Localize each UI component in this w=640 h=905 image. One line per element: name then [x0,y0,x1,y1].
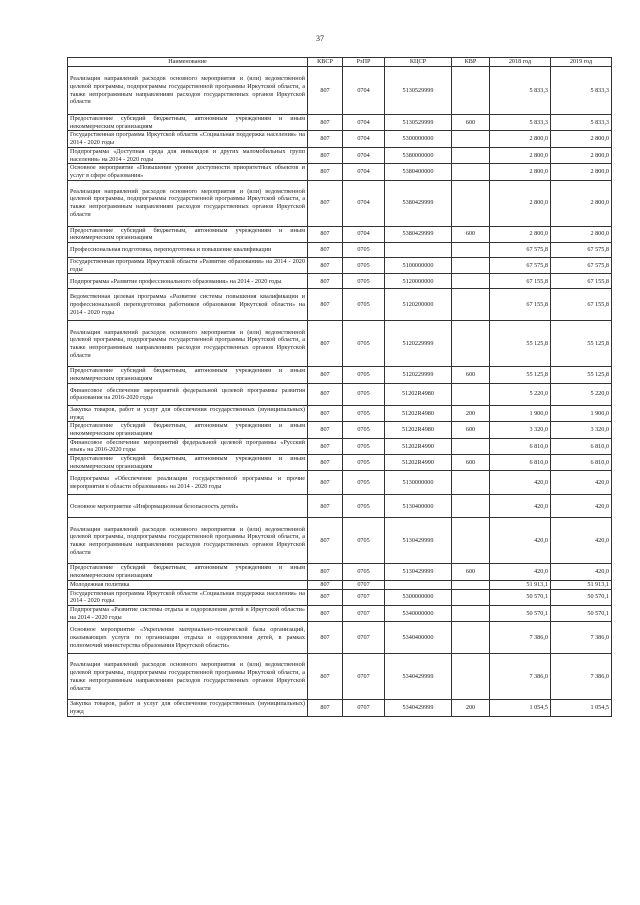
header-kcsr: КЦСР [385,58,452,67]
table-cell-2018: 2 800,0 [490,147,551,163]
table-row [68,147,612,163]
table-cell-2019: 7 386,0 [551,622,612,654]
table-cell-kvr [452,495,490,518]
table-cell-rzpr: 0704 [343,131,385,147]
table-cell-2018: 51 913,1 [490,580,551,589]
table-cell-rzpr: 0705 [343,274,385,289]
table-cell-rzpr: 0707 [343,700,385,716]
table-cell-name: Предоставление субсидий бюджетным, автономным учреждениям и иным некоммерческим организациям [68,115,308,131]
table-cell-name: Реализация направлений расходов основного мероприятия и (или) ведомственной целевой программы, подпрограммы государственной программы Иркутской области, а также непрограммным направлениям расходов государственных органов Иркутской области [68,180,308,226]
table-cell-kvr [452,258,490,274]
table-cell-kvsr: 807 [308,580,343,589]
table-row [68,67,612,115]
table-row [68,405,612,421]
table-cell-kvr: 600 [452,115,490,131]
table-body [68,67,612,717]
table-row [68,438,612,454]
table-cell-kvr [452,164,490,180]
table-cell-name: Подпрограмма «Обеспечение реализации государственной программы и прочие мероприятия в области образования» на 2014 - 2020 годы [68,471,308,495]
table-cell-2019: 50 570,1 [551,605,612,621]
table-cell-2019: 2 800,0 [551,180,612,226]
table-cell-kcsr: 51202R4990 [385,455,452,471]
table-cell-name: Финансовое обеспечение мероприятий федеральной целевой программы «Русский язык» на 2016-2020 годы [68,438,308,454]
table-cell-name: Профессиональная подготовка, переподготовка и повышение квалификации [68,243,308,258]
table-cell-name: Подпрограмма «Доступная среда для инвалидов и других маломобильных групп населения» на 2014 - 2020 годы [68,147,308,163]
table-cell-kvsr: 807 [308,438,343,454]
table-cell-kvr [452,383,490,405]
table-cell-2018: 2 800,0 [490,226,551,242]
table-cell-kvr: 200 [452,700,490,716]
table-cell-2019: 67 575,8 [551,258,612,274]
table-cell-kcsr: 5100000000 [385,258,452,274]
table-cell-kvsr: 807 [308,258,343,274]
table-cell-kcsr: 51202R4980 [385,405,452,421]
table-cell-kvr [452,589,490,605]
table-cell-name: Государственная программа Иркутской области «Развитие образования» на 2014 - 2020 годы [68,258,308,274]
table-cell-rzpr: 0705 [343,321,385,367]
table-cell-2019: 1 900,0 [551,405,612,421]
table-cell-kvsr: 807 [308,274,343,289]
table-cell-kcsr: 51202R4980 [385,422,452,438]
table-cell-kvsr: 807 [308,622,343,654]
table-cell-2019: 2 800,0 [551,164,612,180]
table-cell-name: Закупка товаров, работ и услуг для обеспечения государственных (муниципальных) нужд [68,405,308,421]
table-cell-kvsr: 807 [308,367,343,383]
table-cell-rzpr: 0705 [343,289,385,321]
table-header [68,58,612,67]
table-cell-kcsr: 5130000000 [385,471,452,495]
table-cell-kvsr: 807 [308,147,343,163]
table-cell-rzpr: 0705 [343,383,385,405]
table-cell-2019: 67 155,8 [551,274,612,289]
table-cell-kcsr: 5130400000 [385,495,452,518]
table-cell-kvr [452,518,490,564]
table-row [68,589,612,605]
table-cell-2019: 50 570,1 [551,589,612,605]
table-cell-2018: 420,0 [490,518,551,564]
table-row [68,700,612,716]
table-cell-kvsr: 807 [308,471,343,495]
table-cell-2018: 50 570,1 [490,605,551,621]
table-cell-2018: 55 125,8 [490,367,551,383]
table-cell-kvsr: 807 [308,495,343,518]
budget-table [67,57,612,717]
table-cell-kvsr: 807 [308,383,343,405]
table-cell-kcsr: 5120200000 [385,289,452,321]
table-cell-kvr [452,622,490,654]
table-cell-rzpr: 0705 [343,471,385,495]
header-kvsr: КВСР [308,58,343,67]
table-cell-rzpr: 0705 [343,243,385,258]
table-cell-rzpr: 0704 [343,226,385,242]
table-cell-name: Реализация направлений расходов основного мероприятия и (или) ведомственной целевой программы, подпрограммы государственной программы Иркутской области, а также непрограммным направлениям расходов государственных органов Иркутской области [68,321,308,367]
table-cell-name: Предоставление субсидий бюджетным, автономным учреждениям и иным некоммерческим организациям [68,455,308,471]
table-cell-kcsr: 5130529999 [385,67,452,115]
table-row [68,518,612,564]
table-cell-kvsr: 807 [308,226,343,242]
table-cell-rzpr: 0705 [343,438,385,454]
table-row [68,495,612,518]
table-cell-kvsr: 807 [308,564,343,580]
table-cell-2019: 420,0 [551,518,612,564]
table-cell-kvr: 600 [452,564,490,580]
table-cell-2019: 51 913,1 [551,580,612,589]
table-cell-name: Молодежная политика [68,580,308,589]
table-row [68,131,612,147]
table-cell-2019: 1 054,5 [551,700,612,716]
table-cell-2019: 3 320,0 [551,422,612,438]
table-cell-rzpr: 0705 [343,405,385,421]
table-cell-name: Ведомственная целевая программа «Развитие системы повышения квалификации и профессиональной переподготовки работников образования Иркутской области» на 2014 - 2020 годы [68,289,308,321]
table-row [68,383,612,405]
table-row [68,605,612,621]
table-cell-rzpr: 0705 [343,455,385,471]
table-cell-2019: 5 220,0 [551,383,612,405]
table-cell-kcsr: 5340429999 [385,700,452,716]
table-cell-kvr [452,321,490,367]
table-cell-rzpr: 0705 [343,564,385,580]
table-cell-2018: 420,0 [490,564,551,580]
table-cell-rzpr: 0707 [343,622,385,654]
table-cell-kvr [452,654,490,700]
table-cell-rzpr: 0704 [343,180,385,226]
table-cell-kvsr: 807 [308,164,343,180]
table-cell-kvsr: 807 [308,180,343,226]
table-cell-rzpr: 0704 [343,67,385,115]
table-cell-2019: 6 810,0 [551,438,612,454]
table-cell-rzpr: 0705 [343,422,385,438]
table-cell-2019: 55 125,8 [551,367,612,383]
table-cell-name: Предоставление субсидий бюджетным, автономным учреждениям и иным некоммерческим организациям [68,422,308,438]
header-row [68,58,612,67]
table-row [68,367,612,383]
table-cell-name: Финансовое обеспечение мероприятий федеральной целевой программы развития образования на 2016-2020 годы [68,383,308,405]
table-cell-kvr [452,580,490,589]
table-cell-kvr: 600 [452,422,490,438]
table-cell-kcsr: 5300000000 [385,589,452,605]
table-cell-kcsr: 5300000000 [385,131,452,147]
table-cell-kcsr: 5380400000 [385,164,452,180]
table-cell-kvr [452,438,490,454]
table-cell-kvsr: 807 [308,131,343,147]
table-cell-kvsr: 807 [308,455,343,471]
table-cell-kvr [452,131,490,147]
table-cell-2018: 5 833,3 [490,67,551,115]
table-cell-kvr [452,180,490,226]
table-cell-kcsr [385,243,452,258]
table-cell-2019: 2 800,0 [551,131,612,147]
table-cell-name: Основное мероприятие «Повышение уровня доступности приоритетных объектов и услуг в сфере образования» [68,164,308,180]
header-name: Наименование [68,58,308,67]
table-cell-kcsr: 5130529999 [385,115,452,131]
table-cell-name: Государственная программа Иркутской области «Социальная поддержка населения» на 2014 - 2020 годы [68,131,308,147]
table-cell-kcsr: 51202R4980 [385,383,452,405]
table-cell-rzpr: 0707 [343,605,385,621]
table-row [68,321,612,367]
table-cell-kvsr: 807 [308,405,343,421]
header-rzpr: РзПР [343,58,385,67]
table-cell-rzpr: 0704 [343,147,385,163]
table-cell-2019: 5 833,3 [551,115,612,131]
table-cell-kvr [452,67,490,115]
table-cell-name: Основное мероприятие «Информационная безопасность детей» [68,495,308,518]
table-cell-2018: 67 575,8 [490,243,551,258]
header-year-2018: 2018 год [490,58,551,67]
table-cell-kvr [452,243,490,258]
table-cell-kcsr: 5380429999 [385,226,452,242]
table-cell-2018: 7 386,0 [490,622,551,654]
table-cell-kvr [452,274,490,289]
table-cell-2018: 67 575,8 [490,258,551,274]
table-cell-kvr [452,605,490,621]
table-cell-2018: 3 320,0 [490,422,551,438]
table-cell-kcsr: 5380429999 [385,180,452,226]
table-cell-kvsr: 807 [308,422,343,438]
table-cell-2018: 6 810,0 [490,438,551,454]
table-cell-2018: 5 220,0 [490,383,551,405]
table-cell-kcsr: 5130429999 [385,518,452,564]
page-number: 37 [316,34,324,43]
table-cell-name: Реализация направлений расходов основного мероприятия и (или) ведомственной целевой программы, подпрограммы государственной программы Иркутской области, а также непрограммным направлениям расходов государственных органов Иркутской области [68,654,308,700]
table-row [68,564,612,580]
table-cell-2018: 6 810,0 [490,455,551,471]
table-row [68,455,612,471]
table-cell-2018: 420,0 [490,495,551,518]
table-cell-2019: 7 386,0 [551,654,612,700]
table-cell-2018: 2 800,0 [490,164,551,180]
table-cell-rzpr: 0704 [343,115,385,131]
table-cell-rzpr: 0707 [343,580,385,589]
table-cell-kcsr: 51202R4990 [385,438,452,454]
table-cell-2019: 67 575,8 [551,243,612,258]
table-cell-2018: 2 800,0 [490,180,551,226]
table-row [68,422,612,438]
table-cell-2018: 2 800,0 [490,131,551,147]
table-cell-2019: 5 833,3 [551,67,612,115]
table-row [68,622,612,654]
table-cell-2019: 2 800,0 [551,226,612,242]
table-cell-name: Основное мероприятие «Укрепление материально-технической базы организаций, оказывающих услуги по организации отдыха и оздоровления детей, в рамках полномочий министерства образования Иркутской области» [68,622,308,654]
table-cell-2019: 420,0 [551,564,612,580]
table-row [68,258,612,274]
table-row [68,180,612,226]
table-cell-rzpr: 0705 [343,495,385,518]
table-cell-rzpr: 0707 [343,654,385,700]
table-cell-name: Предоставление субсидий бюджетным, автономным учреждениям и иным некоммерческим организациям [68,226,308,242]
table-cell-name: Предоставление субсидий бюджетным, автономным учреждениям и иным некоммерческим организациям [68,564,308,580]
header-year-2019: 2019 год [551,58,612,67]
table-cell-name: Подпрограмма «Развитие системы отдыха и оздоровления детей в Иркутской области» на 2014 - 2020 годы [68,605,308,621]
table-row [68,289,612,321]
table-cell-2019: 55 125,8 [551,321,612,367]
table-row [68,580,612,589]
table-cell-name: Реализация направлений расходов основного мероприятия и (или) ведомственной целевой программы, подпрограммы государственной программы Иркутской области, а также непрограммным направлениям расходов государственных органов Иркутской области [68,67,308,115]
table-cell-kvr: 600 [452,226,490,242]
table-cell-kcsr: 5130429999 [385,564,452,580]
table-cell-kvsr: 807 [308,700,343,716]
table-cell-2018: 55 125,8 [490,321,551,367]
table-row [68,226,612,242]
table-cell-2018: 50 570,1 [490,589,551,605]
table-cell-kvr [452,289,490,321]
table-cell-kcsr: 5120000000 [385,274,452,289]
table-row [68,164,612,180]
table-cell-2019: 6 810,0 [551,455,612,471]
table-cell-kvr: 600 [452,455,490,471]
table-cell-name: Реализация направлений расходов основного мероприятия и (или) ведомственной целевой программы, подпрограммы государственной программы Иркутской области, а также непрограммным направлениям расходов государственных органов Иркутской области [68,518,308,564]
table-cell-name: Предоставление субсидий бюджетным, автономным учреждениям и иным некоммерческим организациям [68,367,308,383]
table-cell-2018: 67 155,8 [490,274,551,289]
table-cell-kvsr: 807 [308,243,343,258]
table-cell-kvsr: 807 [308,67,343,115]
table-cell-name: Закупка товаров, работ и услуг для обеспечения государственных (муниципальных) нужд [68,700,308,716]
table-cell-kcsr: 5340429999 [385,654,452,700]
table-cell-kcsr: 5340000000 [385,605,452,621]
table-cell-kvr [452,471,490,495]
table-cell-kvsr: 807 [308,115,343,131]
table-cell-kvr: 600 [452,367,490,383]
header-kvr: КВР [452,58,490,67]
table-cell-2018: 7 386,0 [490,654,551,700]
table-cell-kvsr: 807 [308,518,343,564]
table-row [68,654,612,700]
table-cell-2018: 1 900,0 [490,405,551,421]
table-cell-rzpr: 0705 [343,258,385,274]
table-cell-kvr: 200 [452,405,490,421]
table-cell-2018: 1 054,5 [490,700,551,716]
table-cell-rzpr: 0707 [343,589,385,605]
table-cell-kcsr: 5120229999 [385,321,452,367]
table-cell-name: Подпрограмма «Развитие профессионального образования» на 2014 - 2020 годы [68,274,308,289]
table-cell-kcsr [385,580,452,589]
table-cell-2018: 67 155,8 [490,289,551,321]
table-cell-kvr [452,147,490,163]
table-cell-rzpr: 0705 [343,518,385,564]
table-row [68,471,612,495]
table-cell-rzpr: 0705 [343,367,385,383]
table-row [68,115,612,131]
table-cell-2018: 420,0 [490,471,551,495]
table-cell-rzpr: 0704 [343,164,385,180]
table-cell-2018: 5 833,3 [490,115,551,131]
table-cell-kcsr: 5380000000 [385,147,452,163]
table-cell-2019: 420,0 [551,495,612,518]
table-cell-kvsr: 807 [308,589,343,605]
table-cell-2019: 420,0 [551,471,612,495]
table-cell-kvsr: 807 [308,321,343,367]
table-cell-name: Государственная программа Иркутской области «Социальная поддержка населения» на 2014 - 2020 годы [68,589,308,605]
table-cell-kvsr: 807 [308,289,343,321]
table-cell-2019: 67 155,8 [551,289,612,321]
table-cell-kcsr: 5120229999 [385,367,452,383]
table-row [68,243,612,258]
table-cell-kcsr: 5340400000 [385,622,452,654]
table-cell-kvsr: 807 [308,654,343,700]
table-row [68,274,612,289]
table-cell-kvsr: 807 [308,605,343,621]
table-cell-2019: 2 800,0 [551,147,612,163]
